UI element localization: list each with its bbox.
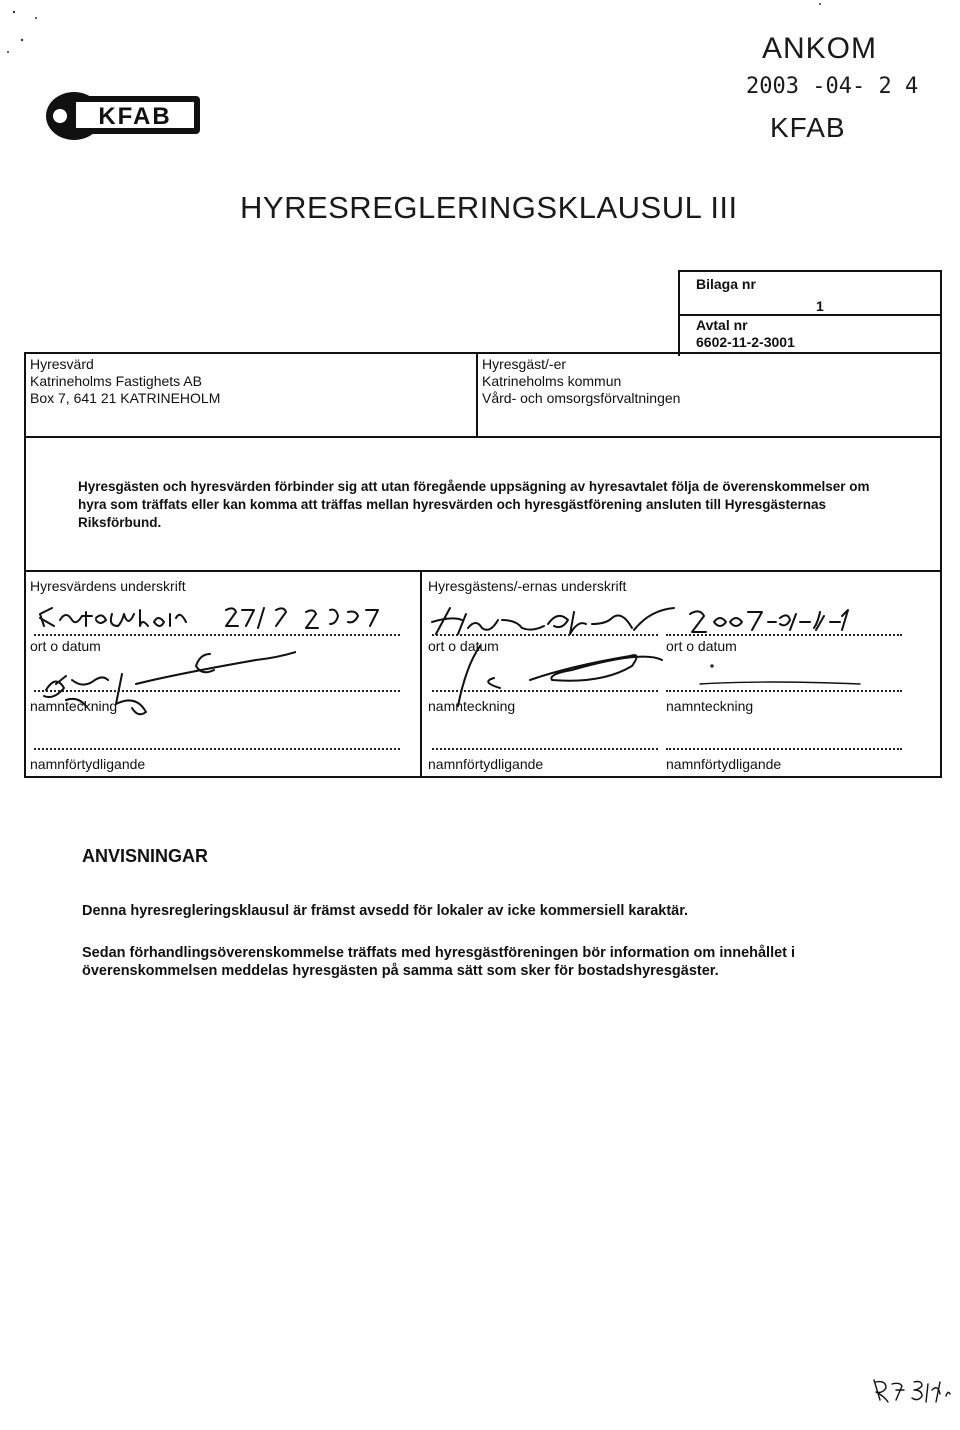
landlord-place-date-label: ort o datum — [30, 638, 101, 654]
landlord-name: Katrineholms Fastighets AB — [30, 373, 202, 389]
svg-text:KFAB: KFAB — [98, 103, 172, 130]
document-title: HYRESREGLERINGSKLAUSUL III — [240, 190, 738, 225]
landlord-signature-heading: Hyresvärdens underskrift — [30, 578, 186, 594]
instructions-paragraph-1: Denna hyresregleringsklausul är främst avsedd för lokaler av icke kommersiell karaktär. — [82, 903, 689, 919]
attachment-number: 1 — [816, 298, 824, 314]
scan-specks — [0, 0, 960, 60]
instructions-heading: ANVISNINGAR — [82, 846, 209, 866]
tenant-name-clarification-label: namnförtydligande — [428, 756, 544, 772]
instructions-paragraph-2: Sedan förhandlingsöverenskommelse träffats med hyresgästföreningen bör information om innehållet i överenskommelsen meddelas hyresgästen på samma sätt som sker för bostadshyresgäster. — [82, 945, 796, 979]
agreement-label: Avtal nr — [696, 317, 748, 333]
stamp-received-date: 2003 -04- 2 4 — [746, 74, 919, 99]
tenant2-name-clarification-label: namnförtydligande — [666, 756, 782, 772]
stamp-received-org: KFAB — [770, 112, 846, 143]
tenant-department: Vård- och omsorgsförvaltningen — [482, 390, 681, 406]
landlord-name-clarification-label: namnförtydligande — [30, 756, 146, 772]
tenant-signature-heading: Hyresgästens/-ernas underskrift — [428, 578, 627, 594]
tenant-label: Hyresgäst/-er — [482, 356, 567, 372]
handwritten-initials — [868, 1374, 952, 1413]
tenant-name: Katrineholms kommun — [482, 373, 622, 389]
landlord-address: Box 7, 641 21 KATRINEHOLM — [30, 390, 221, 406]
stamp-received-label: ANKOM — [762, 32, 878, 65]
attachment-label: Bilaga nr — [696, 276, 756, 292]
tenant2-place-date-label: ort o datum — [666, 638, 737, 654]
landlord-label: Hyresvärd — [30, 356, 94, 372]
agreement-text: Hyresgästen och hyresvärden förbinder sig att utan föregående uppsägning av hyresavtalet följa de överenskommelser om hyra som träffats eller kan komma att träffas mellan hyresvärden och hyresgästförening ansluten till Hyresgästernas Riksförbund. — [78, 479, 870, 530]
agreement-number: 6602-11-2-3001 — [696, 334, 795, 350]
kfab-logo — [42, 86, 202, 144]
tenant2-signature-label: namnteckning — [666, 698, 754, 714]
landlord-signature-label: namnteckning — [30, 698, 118, 714]
tenant-signature-label: namnteckning — [428, 698, 516, 714]
tenant-place-date-label: ort o datum — [428, 638, 499, 654]
